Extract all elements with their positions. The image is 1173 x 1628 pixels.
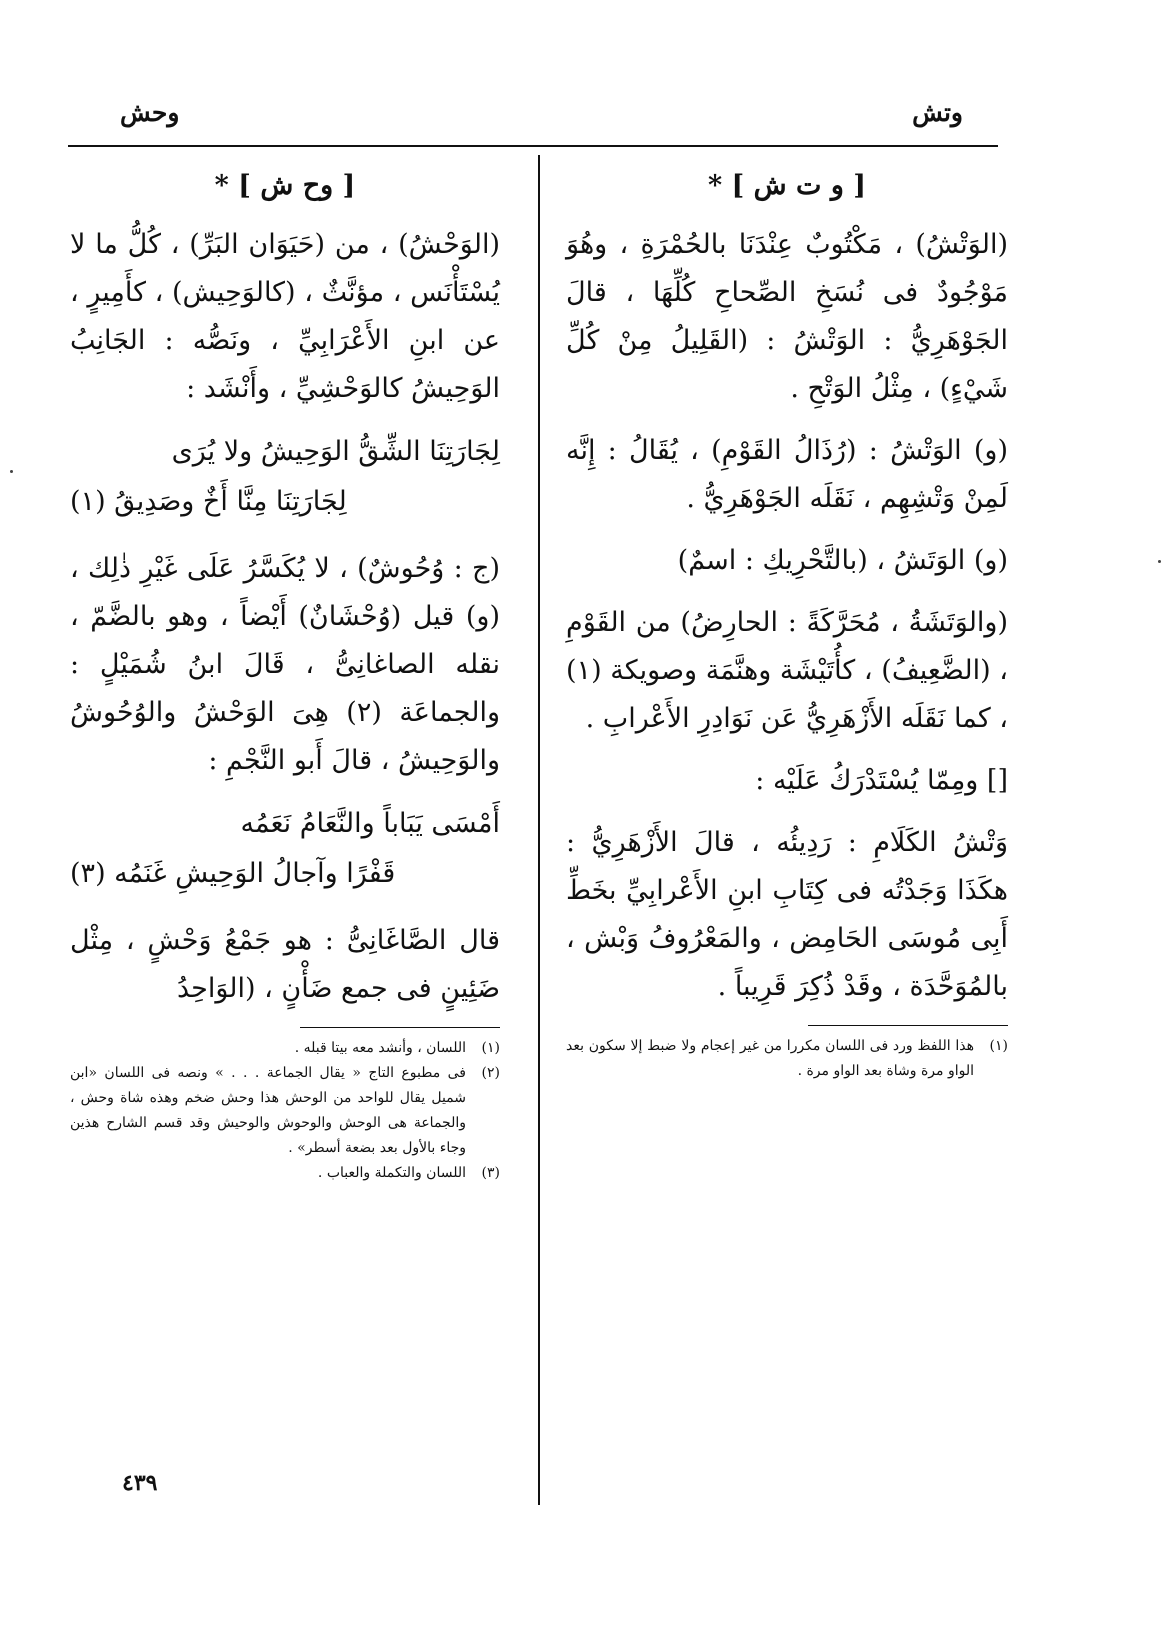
footnote xyxy=(70,1061,500,1161)
verse-line: أَمْسَى يَبَاباً والنَّعَامُ نَعَمُه xyxy=(240,808,500,839)
footnote-text: اللسان والتكملة والعباب . xyxy=(317,1165,466,1181)
footnote-text: اللسان ، وأنشد معه بيتا قبله . xyxy=(294,1040,466,1056)
footnote xyxy=(70,1161,500,1186)
footnote-mark: (١) xyxy=(989,1038,1008,1054)
entry-paragraph: (و) الوَتْشُ : (رُذَالُ القَوْمِ) ، يُقَالُ : إِنَّه لَمِنْ وَتْشِهِم ، نَقَلَه الجَوْهَرِيُّ . xyxy=(566,435,1008,514)
verse-couplet xyxy=(70,799,500,899)
footnotes-right xyxy=(566,1034,1008,1084)
entry-paragraph: (الوَتْشُ) ، مَكْتُوبٌ عِنْدَنَا بالحُمْرَةِ ، وهُوَ مَوْجُودٌ فى نُسَخِ الصِّحاحِ كُلِّهَا ، قالَ الجَوْهَرِيُّ : الوَتْشُ : (القَلِيلُ مِنْ كُلِّ شَيْءٍ) ، مِثْلُ الوَتْحِ . xyxy=(566,229,1008,404)
scan-speck xyxy=(10,470,13,473)
footnote-rule xyxy=(300,1027,500,1028)
left-column xyxy=(70,170,500,1186)
footnote-mark: (٢) xyxy=(481,1065,500,1081)
scan-speck xyxy=(1158,560,1161,563)
entry-paragraph: (والوَتَشَةُ ، مُحَرَّكَةً : الحارِضُ) من القَوْمِ ، (الضَّعِيفُ) ، كأُتَيْشَة وهنَّمَة وصويكة (١) ، كما نَقَلَه الأَزْهَرِيُّ عَن نَوَادِرِ الأَعْرابِ . xyxy=(566,607,1008,734)
footnote-mark: (٣) xyxy=(481,1165,500,1181)
running-head-right: وتش xyxy=(912,98,963,127)
verse-line: لِجَارَتِنَا مِنَّا أَخٌ وصَدِيقُ (١) xyxy=(70,486,347,517)
entry-heading-whsh: [ وح ش ] * xyxy=(214,170,356,201)
entry-paragraph: قال الصَّاغَانِىُّ : هو جَمْعُ وَحْشٍ ، مِثْل ضَئِينٍ فى جمع ضَأْنٍ ، (الوَاحِدُ xyxy=(70,925,500,1004)
footnote-text: هذا اللفظ ورد فى اللسان مكررا من غير إعجام ولا ضبط إلا سكون بعد الواو مرة وشاة بعد الواو مرة . xyxy=(566,1038,974,1079)
entry-heading-wtsh: [ و ت ش ] * xyxy=(707,170,867,201)
running-head-left: وحش xyxy=(120,98,180,127)
right-column xyxy=(566,170,1008,1084)
page-number: ٤٣٩ xyxy=(122,1470,158,1496)
footnote-mark: (١) xyxy=(481,1040,500,1056)
footnote xyxy=(566,1034,1008,1084)
entry-paragraph: (و) الوَتَشُ ، (بالتَّحْرِيكِ : اسمٌ) xyxy=(677,545,1008,576)
entry-paragraph: (الوَحْشُ) ، من (حَيَوَان البَرِّ) ، كُلُّ ما لا يُسْتَأْنَس ، مؤنَّثٌ ، (كالوَحِيش) ، كأَمِيرٍ ، عن ابنِ الأَعْرَابِيِّ ، ونَصُّه : الجَانِبُ الوَحِيشُ كالوَحْشِيِّ ، وأَنْشَد : xyxy=(70,229,500,404)
verse-line: لِجَارَتِنَا الشِّقُّ الوَحِيشُ ولا يُرَى xyxy=(171,436,500,467)
column-divider xyxy=(538,155,540,1505)
header-rule xyxy=(68,145,998,147)
footnotes-left xyxy=(70,1036,500,1186)
addendum-heading: [] ومِمّا يُسْتَدْرَكُ عَلَيْه : xyxy=(755,765,1008,796)
footnote-text: فى مطبوع التاج « يقال الجماعة . . . » ونصه فى اللسان «ابن شميل يقال للواحد من الوحش هذا وحش ضخم وهذه شاة وحش ، والجماعة هى الوحش والوحوش والوحيش وقد قسم الشارح هذين وجاء بالأول بعد بضعة أسطر» . xyxy=(70,1065,466,1156)
entry-paragraph: (ج : وُحُوشٌ) ، لا يُكَسَّرُ عَلَى غَيْرِ ذٰلِك ، (و) قيل (وُحْشَانٌ) أَيْضاً ، وهو بالضَّمّ ، نقله الصاغانِىُّ ، قَالَ ابنُ شُمَيْلٍ : والجماعَة (٢) هِىَ الوَحْشُ والوُحُوشُ والوَحِيشُ ، قالَ أَبو النَّجْمِ : xyxy=(70,553,500,776)
verse-couplet xyxy=(70,427,500,527)
footnote xyxy=(70,1036,500,1061)
entry-paragraph: وَتْشُ الكَلَامِ : رَدِيئُه ، قالَ الأَزْهَرِيُّ : هكَذَا وَجَدْتُه فى كِتَابِ ابنِ الأَعْرابِيِّ بخَطِّ أَبِى مُوسَى الحَامِض ، والمَعْرُوفُ وَبْش ، بالمُوَحَّدَة ، وقَدْ ذُكِرَ قَرِيباً . xyxy=(566,827,1008,1002)
verse-line: قَفْرًا وآجالُ الوَحِيشِ غَنَمُه (٣) xyxy=(70,858,396,889)
footnote-rule xyxy=(808,1025,1008,1026)
